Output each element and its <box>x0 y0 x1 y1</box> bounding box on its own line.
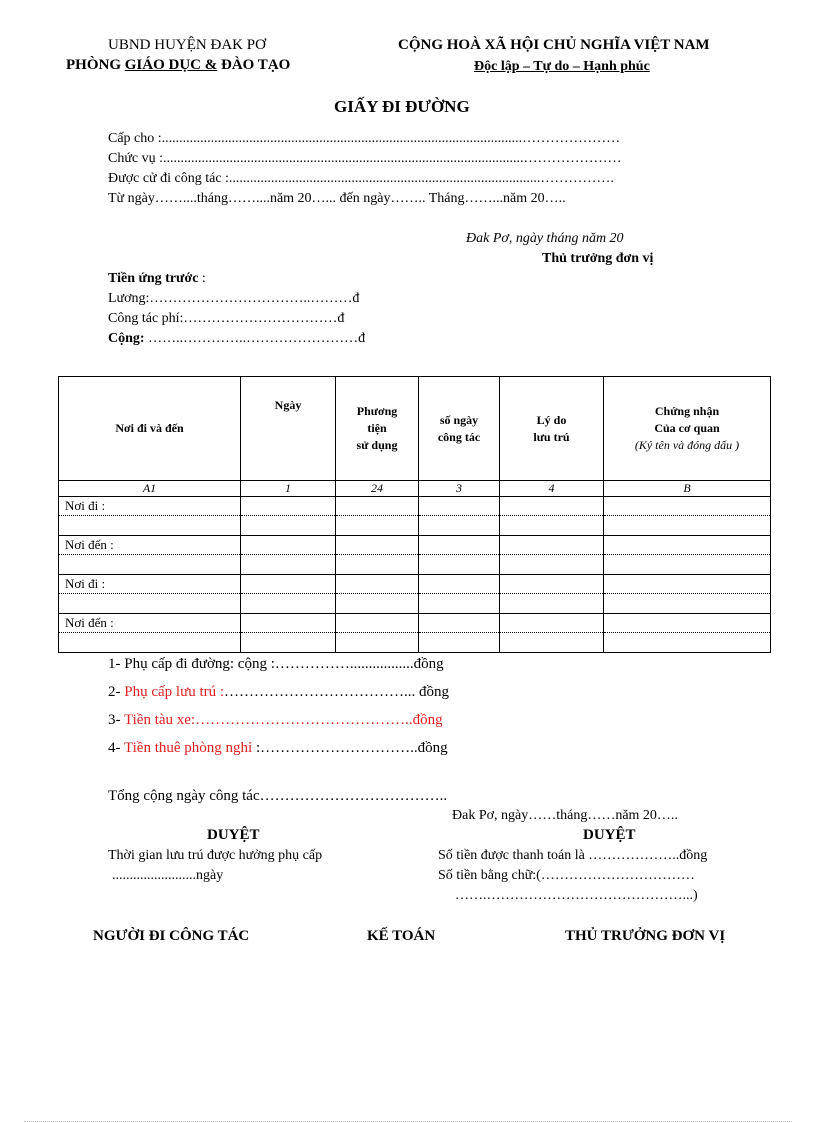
table-row <box>59 575 771 594</box>
table-row <box>59 614 771 633</box>
header-date: Ngày <box>241 377 336 481</box>
table-cell[interactable] <box>241 497 336 516</box>
code-cell: 24 <box>336 481 419 497</box>
stay-time-label: Thời gian lưu trú được hưởng phụ cấp <box>108 848 323 863</box>
row-label: Nơi đi : <box>59 575 241 594</box>
field-cong[interactable]: Cộng: ……..…………..……………………đ <box>108 331 366 346</box>
row-label: Nơi đến : <box>59 536 241 555</box>
motto: Độc lập – Tự do – Hạnh phúc <box>474 59 650 74</box>
code-cell: 4 <box>500 481 604 497</box>
field-date-range[interactable]: Từ ngày……....tháng……....năm 20…... đến ngày…….. Tháng……...năm 20….. <box>108 191 566 206</box>
header-place: Nơi đi và đến <box>59 377 241 481</box>
table-cell[interactable] <box>241 614 336 633</box>
table-cell[interactable] <box>604 536 771 555</box>
allowance-travel[interactable]: 1- Phụ cấp đi đường: cộng :…………….................đồng <box>108 656 444 672</box>
table-cell[interactable] <box>604 614 771 633</box>
unit-head-label: Thủ trưởng đơn vị <box>542 251 654 266</box>
table-row <box>59 497 771 516</box>
place-date: Đak Pơ, ngày tháng năm 20 <box>466 231 624 246</box>
amount-in-words-cont[interactable]: …….……………………………………...) <box>455 888 698 903</box>
row-label: Nơi đi : <box>59 497 241 516</box>
table-cell[interactable] <box>500 575 604 594</box>
table-cell[interactable] <box>604 575 771 594</box>
header-transport: Phương tiện sử dụng <box>336 377 419 481</box>
allowance-room[interactable]: 4- Tiền thuê phòng nghỉ :…………………………..đồng <box>108 740 448 756</box>
table-row <box>59 536 771 555</box>
table-cell[interactable] <box>336 614 419 633</box>
table-cell[interactable] <box>241 536 336 555</box>
table-cell[interactable] <box>500 536 604 555</box>
field-chuc-vu[interactable]: Chức vụ :.......................................................................................................………………… <box>108 151 622 166</box>
code-cell: 1 <box>241 481 336 497</box>
header-reason: Lý do lưu trú <box>500 377 604 481</box>
total-days[interactable]: Tổng cộng ngày công tác……………………………….. <box>108 788 448 804</box>
payment-amount[interactable]: Số tiền được thanh toán là ………………..đồng <box>438 848 708 863</box>
signature-accountant: KẾ TOÁN <box>367 928 436 944</box>
header-days: số ngày công tác <box>419 377 500 481</box>
approve-right: DUYỆT <box>583 827 636 843</box>
table-cell[interactable] <box>419 497 500 516</box>
travel-table <box>58 376 771 653</box>
table-cell[interactable] <box>241 575 336 594</box>
table-cell[interactable] <box>419 575 500 594</box>
table-cell[interactable] <box>336 536 419 555</box>
department-name: PHÒNG GIÁO DỤC & ĐÀO TẠO <box>66 57 291 73</box>
row-label: Nơi đến : <box>59 614 241 633</box>
header-certification: Chứng nhận Của cơ quan (Ký tên và đóng dấu ) <box>604 377 771 481</box>
allowance-transport[interactable]: 3- Tiền tàu xe:……………………………………..đồng <box>108 712 443 728</box>
table-cell[interactable] <box>500 497 604 516</box>
signature-traveler: NGƯỜI ĐI CÔNG TÁC <box>93 928 250 944</box>
field-luong[interactable]: Lương:……………………………..………đ <box>108 291 360 306</box>
field-duoc-cu[interactable]: Được cử đi công tác :.........................................................................................……………. <box>108 171 614 186</box>
country-name: CỘNG HOÀ XÃ HỘI CHỦ NGHĨA VIỆT NAM <box>398 37 710 53</box>
code-cell: A1 <box>59 481 241 497</box>
field-cap-cho[interactable]: Cấp cho :.......................................................................................................………………… <box>108 131 621 146</box>
advance-title: Tiền ứng trước : <box>108 271 206 286</box>
allowance-stay[interactable]: 2- Phụ cấp lưu trú :………………………………... đồng <box>108 684 450 700</box>
table-cell[interactable] <box>336 497 419 516</box>
table-cell[interactable] <box>419 536 500 555</box>
agency-name: UBND HUYỆN ĐAK PƠ <box>108 37 266 53</box>
code-cell: B <box>604 481 771 497</box>
place-date-2: Đak Pơ, ngày……tháng……năm 20….. <box>452 808 678 823</box>
table-cell[interactable] <box>604 497 771 516</box>
field-cong-tac-phi[interactable]: Công tác phí:……………………………đ <box>108 311 345 326</box>
table-cell[interactable] <box>500 614 604 633</box>
table-cell[interactable] <box>419 614 500 633</box>
code-cell: 3 <box>419 481 500 497</box>
table-cell[interactable] <box>336 575 419 594</box>
amount-in-words[interactable]: Số tiền bằng chữ:(…………………………… <box>438 868 695 883</box>
approve-left: DUYỆT <box>207 827 260 843</box>
page-bottom-divider <box>24 1121 792 1122</box>
signature-unit-head: THỦ TRƯỞNG ĐƠN VỊ <box>565 928 726 944</box>
stay-days-field[interactable]: ........................ngày <box>112 868 224 883</box>
document-title: GIẤY ĐI ĐƯỜNG <box>334 97 470 116</box>
